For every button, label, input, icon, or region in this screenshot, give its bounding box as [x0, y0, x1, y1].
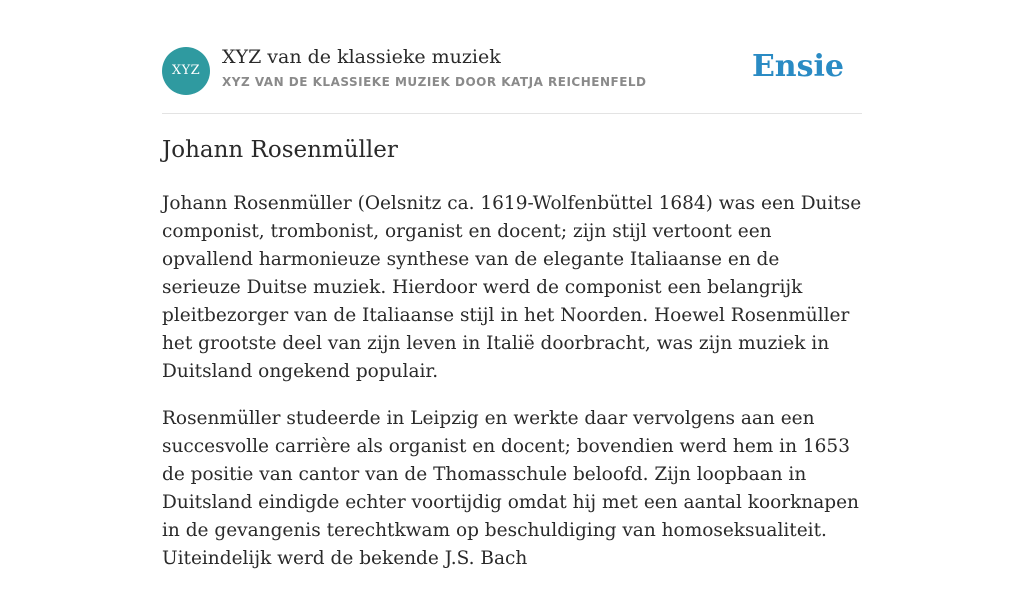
channel-title[interactable]: XYZ van de klassieke muziek [222, 46, 501, 68]
article-paragraph: Johann Rosenmüller (Oelsnitz ca. 1619-Wolfenbüttel 1684) was een Duitse componist, trombonist, organist en docent; zijn stijl vertoont een opvallend harmonieuze synthese van de elegante Italiaanse en de serieuze Duitse muziek. Hierdoor werd de componist een belangrijk pleitbezorger van de Italiaanse stijl in het Noorden. Hoewel Rosenmüller het grootste deel van zijn leven in Italië doorbracht, was zijn muziek in Duitsland ongekend populair. [162, 193, 862, 382]
content-column [162, 0, 862, 569]
ensie-logo[interactable]: Ensie [751, 49, 844, 84]
article-body [162, 190, 862, 592]
channel-subtitle: XYZ VAN DE KLASSIEKE MUZIEK DOOR KATJA REICHENFELD [222, 75, 647, 89]
channel-header [162, 0, 862, 114]
channel-avatar[interactable]: XYZ [162, 47, 210, 95]
article-title: Johann Rosenmüller [162, 137, 398, 163]
article-paragraph: Rosenmüller studeerde in Leipzig en werkte daar vervolgens aan een succesvolle carrière als organist en docent; bovendien werd hem in 1653 de positie van cantor van de Thomasschule beloofd. Zijn loopbaan in Duitsland eindigde echter voortijdig omdat hij met een aantal koorknapen in de gevangenis terechtkwam op beschuldiging van homoseksualiteit. Uiteindelijk werd de bekende J.S. Bach [162, 408, 859, 569]
